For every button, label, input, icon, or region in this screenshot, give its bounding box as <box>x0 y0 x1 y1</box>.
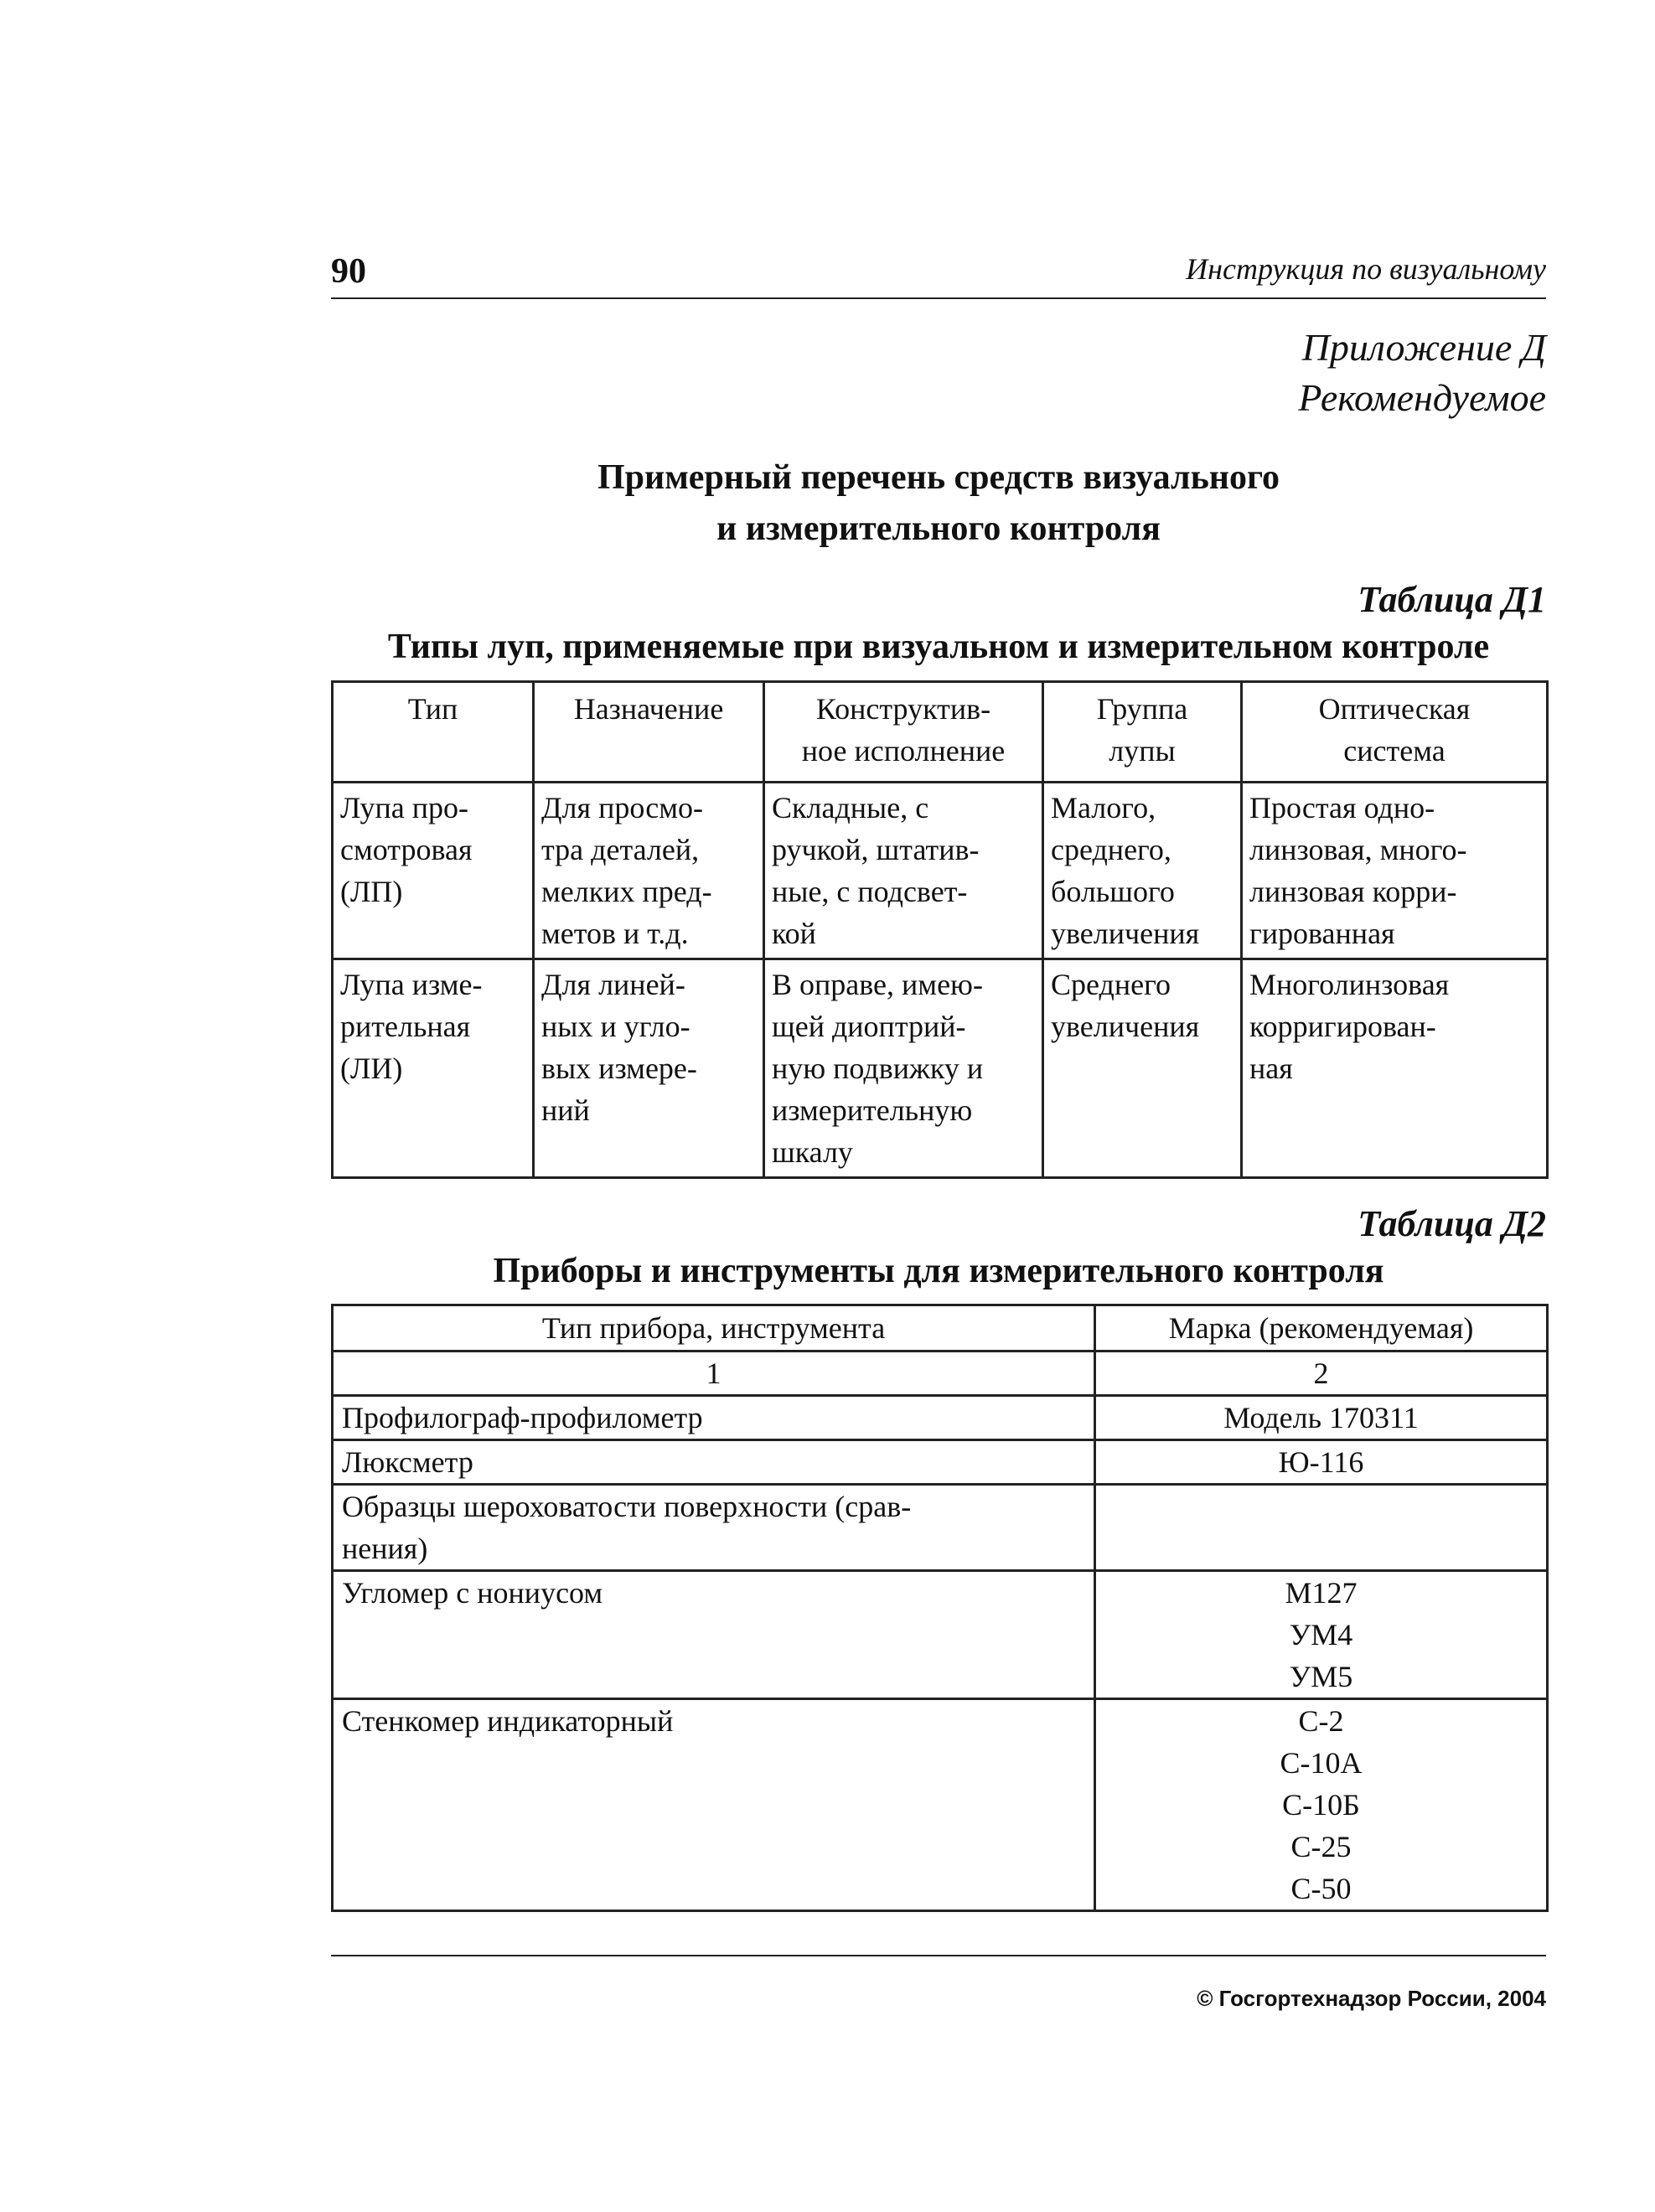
table-cell <box>1242 959 1548 1178</box>
cell-line: ных и угло- <box>541 1010 690 1043</box>
table1-caption: Типы луп, применяемые при визуальном и измерительном контроле <box>387 628 1490 666</box>
cell-line: Образцы шероховатости поверхности (срав- <box>342 1490 912 1523</box>
cell-line: УМ4 <box>1289 1618 1353 1651</box>
table-cell <box>764 959 1043 1178</box>
cell-line: шкалу <box>772 1135 853 1169</box>
cell-line: Люксметр <box>342 1445 473 1479</box>
appendix-status: Рекомендуемое <box>1298 375 1546 419</box>
column-header <box>764 682 1043 783</box>
table-row <box>333 1485 1548 1571</box>
cell-line: УМ5 <box>1289 1660 1353 1693</box>
instrument-type-cell <box>333 1396 1095 1440</box>
cell-line: (ЛП) <box>340 875 403 908</box>
instruments-table <box>331 1304 1549 1912</box>
instrument-mark-cell <box>1095 1440 1548 1485</box>
table2-caption: Приборы и инструменты для измерительного контроля <box>493 1252 1384 1290</box>
cell-line: измерительную <box>772 1093 973 1127</box>
cell-line: Простая одно- <box>1249 791 1435 824</box>
cell-line: Оптическая <box>1318 692 1471 726</box>
main-title <box>331 452 1546 555</box>
cell-line: Многолинзовая <box>1249 968 1450 1001</box>
instrument-mark-cell <box>1095 1485 1548 1571</box>
table-row <box>333 959 1548 1178</box>
instrument-type-cell <box>333 1440 1095 1485</box>
cell-line: большого <box>1051 875 1175 908</box>
cell-line: В оправе, имею- <box>772 968 983 1001</box>
cell-line: рительная <box>340 1010 471 1043</box>
footer-rule <box>331 1955 1546 1956</box>
table-row <box>333 1571 1548 1699</box>
cell-line: Для просмо- <box>541 791 703 824</box>
main-title-line: и измерительного контроля <box>716 509 1161 548</box>
cell-line: Стенкомер индикаторный <box>342 1704 674 1738</box>
table2-label: Таблица Д2 <box>1358 1203 1546 1244</box>
cell-line: ная <box>1249 1052 1293 1085</box>
cell-line: лупы <box>1109 734 1176 767</box>
column-header <box>1242 682 1548 783</box>
cell-line: тра деталей, <box>541 833 700 866</box>
cell-line: ручкой, штатив- <box>772 833 980 866</box>
cell-line: мелких пред- <box>541 875 712 908</box>
table-cell <box>1242 783 1548 959</box>
cell-line: Тип <box>407 692 458 726</box>
cell-line: ний <box>541 1093 590 1127</box>
cell-line: система <box>1343 734 1446 767</box>
table-row <box>333 783 1548 959</box>
cell-line: Малого, <box>1051 791 1156 824</box>
cell-line: увеличения <box>1051 917 1200 950</box>
instrument-type-cell <box>333 1571 1095 1699</box>
cell-line: кой <box>772 917 816 950</box>
page-number: 90 <box>331 252 366 291</box>
column-numbering-row <box>333 1351 1548 1396</box>
table-header-row <box>333 682 1548 783</box>
cell-line: Лупа изме- <box>340 968 483 1001</box>
cell-line: метов и т.д. <box>541 917 689 950</box>
table-cell <box>333 783 534 959</box>
cell-line: нения) <box>342 1532 428 1565</box>
cell-line: Назначение <box>573 692 724 726</box>
copyright: © Госгортехнадзор России, 2004 <box>1197 1986 1546 2011</box>
cell-line: среднего, <box>1051 833 1171 866</box>
cell-line: С-2 <box>1298 1704 1344 1738</box>
table-cell <box>333 959 534 1178</box>
column-header: Тип прибора, инструмента <box>333 1305 1095 1351</box>
table-row <box>333 1440 1548 1485</box>
cell-line: Ю-116 <box>1278 1445 1364 1479</box>
cell-line: Лупа про- <box>340 791 469 824</box>
appendix-title <box>1298 323 1546 423</box>
instrument-type-cell <box>333 1485 1095 1571</box>
cell-line: Конструктив- <box>815 692 991 726</box>
instrument-mark-cell <box>1095 1699 1548 1911</box>
cell-line: смотровая <box>340 833 473 866</box>
cell-line: С-25 <box>1290 1830 1352 1863</box>
appendix-line: Приложение Д <box>1301 326 1546 369</box>
cell-line: Профилограф-профилометр <box>342 1401 703 1434</box>
cell-line: Складные, с <box>772 791 929 824</box>
cell-line: линзовая, много- <box>1249 833 1467 866</box>
column-number: 1 <box>333 1351 1095 1396</box>
cell-line: Угломер с нониусом <box>342 1576 603 1610</box>
cell-line: С-50 <box>1290 1872 1352 1905</box>
column-header: Марка (рекомендуемая) <box>1095 1305 1548 1351</box>
cell-line: вых измере- <box>541 1052 697 1085</box>
cell-line: С-10Б <box>1282 1788 1360 1822</box>
table-cell <box>534 783 764 959</box>
table-row <box>333 1699 1548 1911</box>
column-header <box>1043 682 1242 783</box>
cell-line: гированная <box>1249 917 1395 950</box>
cell-line: С-10А <box>1280 1746 1363 1780</box>
table-cell <box>534 959 764 1178</box>
instrument-type-cell <box>333 1699 1095 1911</box>
table-cell <box>1043 783 1242 959</box>
cell-line: Для линей- <box>541 968 685 1001</box>
cell-line: ные, с подсвет- <box>772 875 968 908</box>
table-header-row <box>333 1305 1548 1351</box>
cell-line: М127 <box>1285 1576 1358 1610</box>
cell-line: ную подвижку и <box>772 1052 984 1085</box>
table-cell <box>1043 959 1242 1178</box>
table1-label: Таблица Д1 <box>1358 579 1546 620</box>
header-rule <box>331 297 1546 299</box>
table-row <box>333 1396 1548 1440</box>
cell-line: Группа <box>1096 692 1188 726</box>
loupes-table <box>331 680 1549 1179</box>
column-header <box>333 682 534 783</box>
cell-line: ное исполнение <box>801 734 1006 767</box>
cell-line: (ЛИ) <box>340 1052 403 1085</box>
instrument-mark-cell <box>1095 1396 1548 1440</box>
cell-line: Модель 170311 <box>1223 1401 1419 1434</box>
cell-line: корригирован- <box>1249 1010 1436 1043</box>
cell-line: линзовая корри- <box>1249 875 1457 908</box>
running-title: Инструкция по визуальному <box>1186 252 1546 286</box>
cell-line: увеличения <box>1051 1010 1200 1043</box>
instrument-mark-cell <box>1095 1571 1548 1699</box>
cell-line: щей диоптрий- <box>772 1010 966 1043</box>
main-title-line: Примерный перечень средств визуального <box>597 458 1280 497</box>
column-number: 2 <box>1095 1351 1548 1396</box>
table-cell <box>764 783 1043 959</box>
cell-line: Среднего <box>1051 968 1171 1001</box>
column-header <box>534 682 764 783</box>
